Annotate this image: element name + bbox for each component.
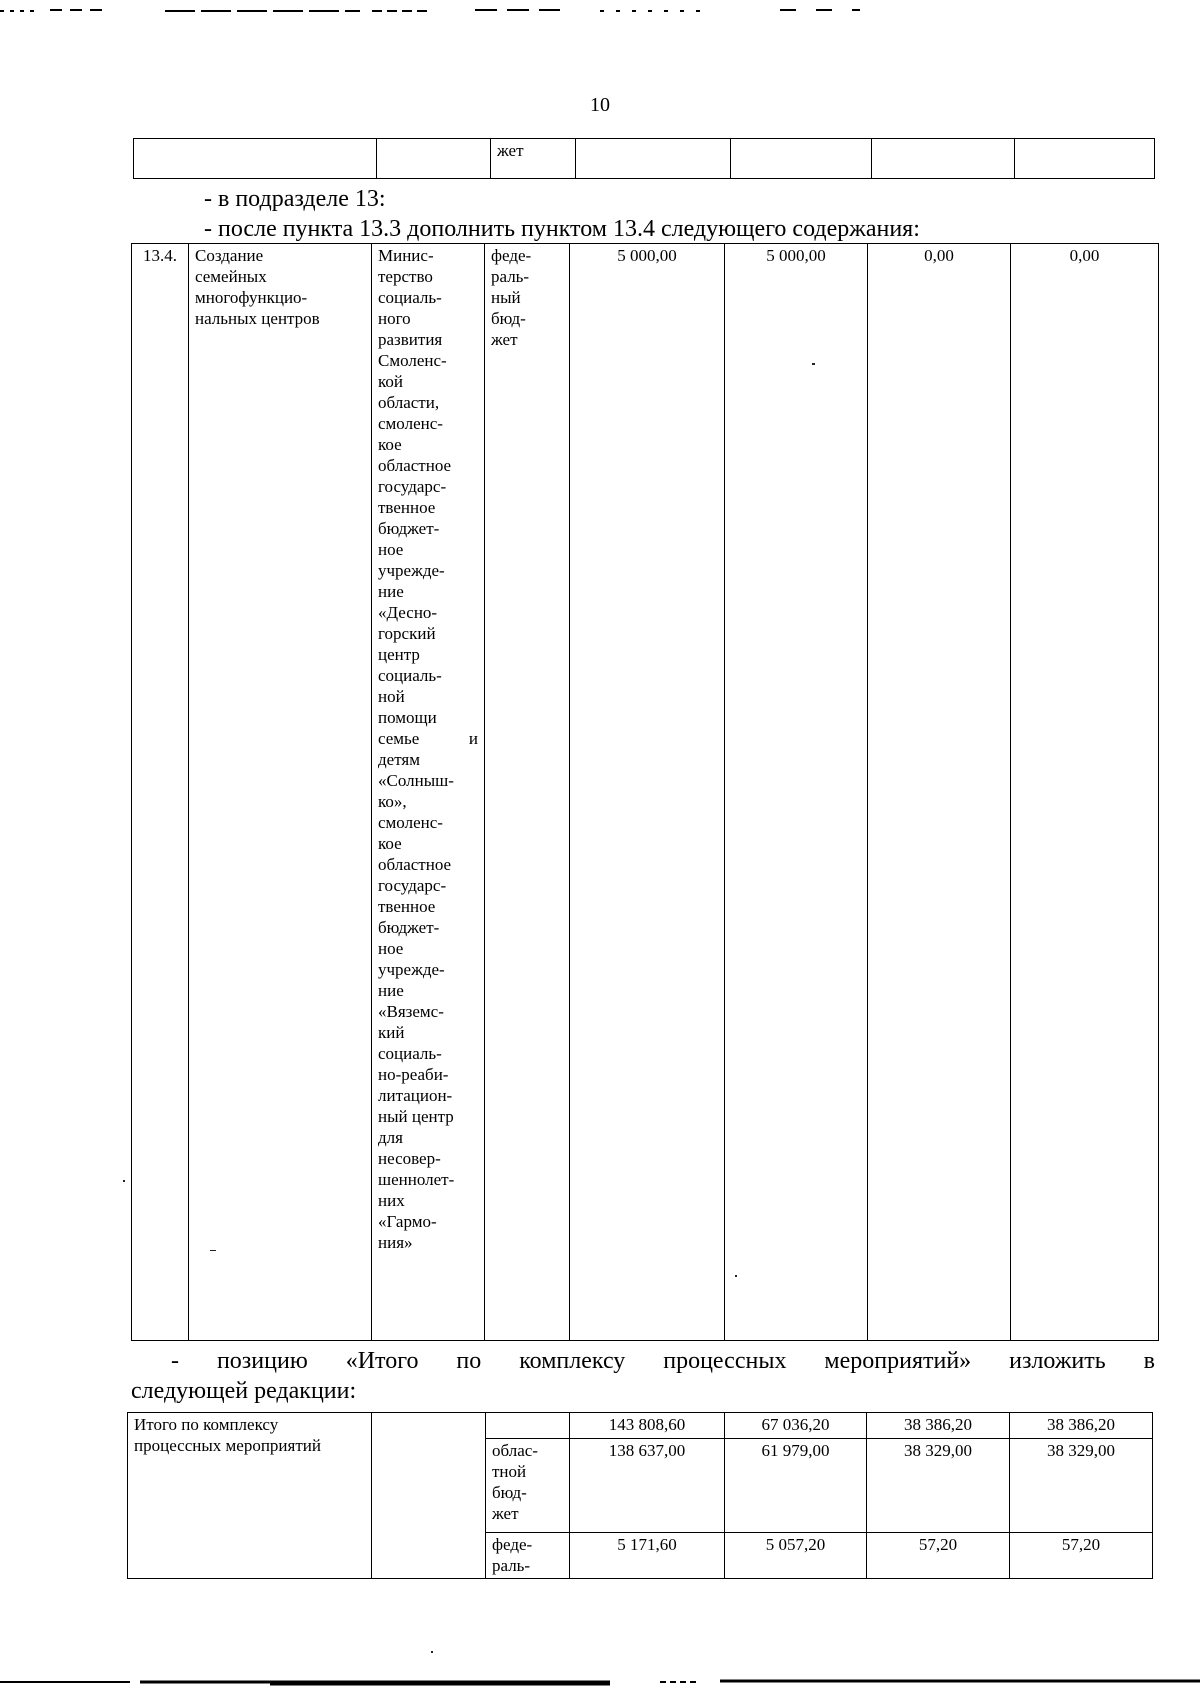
responsible-line: твенное xyxy=(378,897,436,916)
item-year-2026: 0,00 xyxy=(868,244,1011,1341)
item-name-line: многофункцио- xyxy=(195,288,308,307)
totals-year-2027: 38 386,20 xyxy=(1010,1413,1153,1439)
responsible-line: «Десно- xyxy=(378,603,438,622)
responsible-line: учрежде- xyxy=(378,561,445,580)
responsible-line: твенное xyxy=(378,498,436,517)
responsible-line: кое xyxy=(378,834,402,853)
responsible-line: Смоленс- xyxy=(378,351,447,370)
responsible-line: шеннолет- xyxy=(378,1170,455,1189)
item-name-line: нальных центров xyxy=(195,309,320,328)
funding-source-line: феде- xyxy=(491,246,532,265)
item-funding-source xyxy=(485,244,570,1341)
instruction-totals-line2: следующей редакции: xyxy=(131,1378,357,1404)
responsible-line: но-реаби- xyxy=(378,1065,449,1084)
responsible-line: детям xyxy=(378,750,420,769)
responsible-line: центр xyxy=(378,645,420,664)
totals-total: 138 637,00 xyxy=(570,1439,725,1533)
totals-table xyxy=(127,1412,1153,1579)
year-cell xyxy=(731,139,872,179)
responsible-line: для xyxy=(378,1128,403,1147)
scan-noise-top xyxy=(0,6,1200,16)
table-row xyxy=(128,1413,1153,1439)
instruction-totals-line1: - позицию «Итого по комплексу процессных мероприятий» изложить в xyxy=(171,1348,1155,1374)
responsible-line: ного xyxy=(378,309,411,328)
responsible-line: социаль- xyxy=(378,666,442,685)
responsible-line: Минис- xyxy=(378,246,434,265)
item-number: 13.4. xyxy=(132,244,189,1341)
responsible-line: области, xyxy=(378,393,440,412)
totals-source xyxy=(486,1413,570,1439)
responsible-line: социаль- xyxy=(378,1044,442,1063)
totals-total: 143 808,60 xyxy=(570,1413,725,1439)
page-number: 10 xyxy=(590,94,610,116)
responsible-line: литацион- xyxy=(378,1086,453,1105)
responsible-line: ной xyxy=(378,687,405,706)
responsible-line: «Вяземс- xyxy=(378,1002,444,1021)
item-13-4-table xyxy=(131,243,1159,1341)
totals-year-2027: 57,20 xyxy=(1010,1533,1153,1579)
item-name xyxy=(189,244,372,1341)
responsible-line: смоленс- xyxy=(378,813,443,832)
responsible-line: кой xyxy=(378,372,403,391)
responsible-line: бюджет- xyxy=(378,918,440,937)
continuation-table xyxy=(133,138,1155,179)
responsible-line: семье и xyxy=(378,729,478,748)
responsible-line: ко», xyxy=(378,792,407,811)
totals-year-2026: 38 386,20 xyxy=(867,1413,1010,1439)
responsible-line: государс- xyxy=(378,876,447,895)
funding-source-line: бюд- xyxy=(491,309,526,328)
totals-year-2025: 61 979,00 xyxy=(725,1439,867,1533)
totals-responsible xyxy=(372,1413,486,1579)
totals-year-2027: 38 329,00 xyxy=(1010,1439,1153,1533)
year-cell xyxy=(872,139,1015,179)
funding-source-line: жет xyxy=(491,330,518,349)
funding-source-line: жет xyxy=(492,1504,519,1523)
instruction-subsection: - в подразделе 13: xyxy=(204,186,386,212)
responsible-line: областное xyxy=(378,855,452,874)
responsible-line: бюджет- xyxy=(378,519,440,538)
responsible-line: них xyxy=(378,1191,405,1210)
item-name-line: Создание xyxy=(195,246,264,265)
responsible-line: кий xyxy=(378,1023,405,1042)
name-cell xyxy=(134,139,377,179)
responsible-line: «Солныш- xyxy=(378,771,454,790)
totals-source-regional xyxy=(486,1439,570,1533)
funding-source-line: тной xyxy=(492,1462,527,1481)
funding-source-line: облас- xyxy=(492,1441,538,1460)
scan-speck xyxy=(431,1651,433,1653)
totals-label-line: Итого по комплексу xyxy=(134,1415,279,1434)
responsible-cell xyxy=(377,139,491,179)
item-total: 5 000,00 xyxy=(570,244,725,1341)
item-responsible xyxy=(372,244,485,1341)
table-row xyxy=(134,139,1155,179)
responsible-line: ние xyxy=(378,582,404,601)
totals-total: 5 171,60 xyxy=(570,1533,725,1579)
responsible-line: ное xyxy=(378,939,404,958)
total-cell xyxy=(576,139,731,179)
responsible-line: смоленс- xyxy=(378,414,443,433)
responsible-line: несовер- xyxy=(378,1149,441,1168)
instruction-totals xyxy=(131,1346,1155,1406)
funding-source-line: феде- xyxy=(492,1535,533,1554)
responsible-line: кое xyxy=(378,435,402,454)
source-cell: жет xyxy=(491,139,576,179)
year-cell xyxy=(1015,139,1155,179)
responsible-line: ный центр xyxy=(378,1107,454,1126)
responsible-line: терство xyxy=(378,267,433,286)
responsible-line: ния» xyxy=(378,1233,413,1252)
responsible-line: областное xyxy=(378,456,452,475)
item-year-2027: 0,00 xyxy=(1011,244,1159,1341)
totals-label xyxy=(128,1413,372,1579)
totals-label-line: процессных мероприятий xyxy=(134,1436,321,1455)
responsible-line: социаль- xyxy=(378,288,442,307)
responsible-line: «Гармо- xyxy=(378,1212,437,1231)
funding-source-line: бюд- xyxy=(492,1483,527,1502)
totals-year-2026: 38 329,00 xyxy=(867,1439,1010,1533)
funding-source-line: раль- xyxy=(491,267,530,286)
funding-source-line: раль- xyxy=(492,1556,531,1575)
responsible-line: горский xyxy=(378,624,436,643)
responsible-line: ное xyxy=(378,540,404,559)
totals-year-2025: 5 057,20 xyxy=(725,1533,867,1579)
responsible-line: развития xyxy=(378,330,443,349)
funding-source-line: ный xyxy=(491,288,521,307)
table-row xyxy=(132,244,1159,1341)
totals-year-2026: 57,20 xyxy=(867,1533,1010,1579)
responsible-line: учрежде- xyxy=(378,960,445,979)
responsible-line: ние xyxy=(378,981,404,1000)
instruction-add-item: - после пункта 13.3 дополнить пунктом 13.4 следующего содержания: xyxy=(204,216,920,242)
responsible-line: помощи xyxy=(378,708,437,727)
item-year-2025: 5 000,00 xyxy=(725,244,868,1341)
scan-speck xyxy=(123,1180,125,1182)
item-name-line: семейных xyxy=(195,267,267,286)
scan-noise-bottom xyxy=(0,1676,1200,1688)
responsible-line: государс- xyxy=(378,477,447,496)
totals-source-federal xyxy=(486,1533,570,1579)
totals-year-2025: 67 036,20 xyxy=(725,1413,867,1439)
